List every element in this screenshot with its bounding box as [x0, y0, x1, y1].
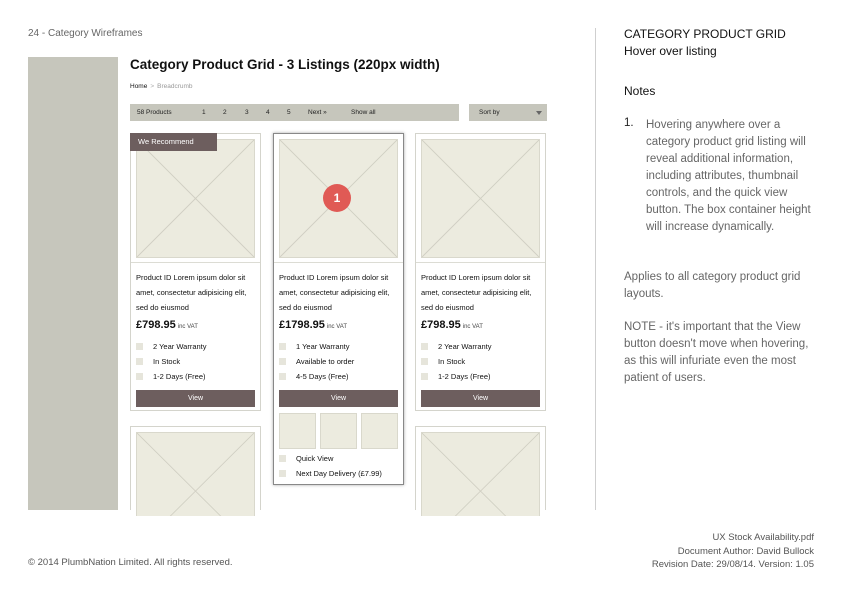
document-info: [652, 531, 814, 572]
sort-by-select[interactable]: [469, 104, 547, 121]
page-link-2[interactable]: 2: [223, 109, 227, 116]
feature-text: 4-5 Days (Free): [296, 372, 349, 381]
notes-subheading: Hover over listing: [624, 44, 717, 58]
show-all-link[interactable]: Show all: [351, 109, 376, 116]
product-image-placeholder[interactable]: [421, 432, 540, 516]
page-link-1[interactable]: 1: [202, 109, 206, 116]
revision-info: Revision Date: 29/08/14. Version: 1.05: [651, 559, 814, 570]
bullet-square-icon: [279, 358, 286, 365]
breadcrumb-current: Breadcrumb: [157, 83, 193, 90]
feature-row: [279, 372, 349, 381]
bullet-square-icon: [279, 373, 286, 380]
breadcrumb: [130, 83, 193, 90]
bullet-square-icon: [136, 343, 143, 350]
product-image-placeholder[interactable]: [421, 139, 540, 258]
view-button[interactable]: View: [421, 390, 540, 407]
document-filename: UX Stock Availability.pdf: [712, 532, 814, 543]
we-recommend-badge: We Recommend: [130, 133, 217, 151]
view-button[interactable]: View: [279, 390, 398, 407]
note-text: Hovering anywhere over a category product grid listing will reveal additional information, including attributes, thumbnail controls, and the quick view button. The box container height will increase dynamically.: [646, 119, 811, 233]
page-link-5[interactable]: 5: [287, 109, 291, 116]
bullet-square-icon: [279, 470, 286, 477]
warning-note: NOTE - it's important that the View button doesn't move when hovering, as this will infuriate even the most patient of users.: [624, 321, 809, 384]
column-divider: [595, 28, 596, 510]
feature-text: Quick View: [296, 454, 334, 463]
copyright: © 2014 PlumbNation Limited. All rights reserved.: [28, 557, 233, 568]
breadcrumb-separator: >: [150, 83, 155, 90]
bullet-square-icon: [279, 455, 286, 462]
applies-note: Applies to all category product grid layouts.: [624, 271, 801, 300]
feature-text: Next Day Delivery (£7.99): [296, 469, 382, 478]
card-divider: [274, 262, 403, 263]
bullet-square-icon: [421, 343, 428, 350]
product-price: [421, 319, 483, 331]
feature-row: [421, 357, 465, 366]
page-header-label: 24 - Category Wireframes: [28, 28, 143, 39]
wireframe-title: Category Product Grid - 3 Listings (220px width): [130, 57, 440, 72]
feature-text: Available to order: [296, 357, 355, 366]
thumbnail-3[interactable]: [361, 413, 398, 449]
product-card-3[interactable]: [415, 133, 546, 411]
image-placeholder-icon: [422, 433, 539, 516]
feature-text: 2 Year Warranty: [438, 342, 492, 351]
card-divider: [131, 262, 260, 263]
bullet-square-icon: [421, 358, 428, 365]
price-value: £798.95: [421, 319, 461, 331]
product-price: [136, 319, 198, 331]
image-placeholder-icon: [137, 140, 254, 257]
feature-row: [136, 342, 207, 351]
feature-text: 2 Year Warranty: [153, 342, 207, 351]
quick-view-link[interactable]: [279, 454, 333, 463]
feature-row: [421, 342, 492, 351]
next-page-link[interactable]: Next »: [308, 109, 327, 116]
feature-text: 1-2 Days (Free): [153, 372, 206, 381]
bullet-square-icon: [279, 343, 286, 350]
notes-heading: CATEGORY PRODUCT GRID: [624, 27, 786, 41]
product-price: [279, 319, 347, 331]
chevron-down-icon: [536, 111, 542, 115]
vat-label: inc VAT: [177, 324, 198, 330]
page-link-4[interactable]: 4: [266, 109, 270, 116]
delivery-option: [279, 469, 382, 478]
pagination-bar: [130, 104, 459, 121]
feature-text: In Stock: [153, 357, 181, 366]
feature-row: [136, 372, 206, 381]
price-value: £798.95: [136, 319, 176, 331]
vat-label: inc VAT: [462, 324, 483, 330]
sort-by-label: Sort by: [479, 109, 500, 116]
page-link-3[interactable]: 3: [245, 109, 249, 116]
product-description[interactable]: Product ID Lorem ipsum dolor sit amet, consectetur adipisicing elit, sed do eiusmod: [421, 273, 532, 312]
product-card-row2-3[interactable]: [415, 426, 546, 510]
product-image-placeholder[interactable]: [136, 139, 255, 258]
price-value: £1798.95: [279, 319, 325, 331]
product-count: 58 Products: [137, 109, 172, 116]
annotation-marker: 1: [323, 184, 351, 212]
bullet-square-icon: [421, 373, 428, 380]
feature-row: [136, 357, 180, 366]
feature-text: 1 Year Warranty: [296, 342, 350, 351]
bullet-square-icon: [136, 358, 143, 365]
product-description[interactable]: Product ID Lorem ipsum dolor sit amet, consectetur adipisicing elit, sed do eiusmod: [279, 273, 390, 312]
bullet-square-icon: [136, 373, 143, 380]
feature-text: In Stock: [438, 357, 466, 366]
note-number: 1.: [624, 117, 634, 129]
feature-text: 1-2 Days (Free): [438, 372, 491, 381]
document-author: Document Author: David Bullock: [677, 545, 814, 557]
feature-row: [279, 342, 350, 351]
thumbnail-1[interactable]: [279, 413, 316, 449]
notes-label: Notes: [624, 84, 656, 98]
view-button[interactable]: View: [136, 390, 255, 407]
thumbnail-2[interactable]: [320, 413, 357, 449]
sidebar-placeholder: [28, 57, 118, 510]
product-card-row2-1[interactable]: [130, 426, 261, 510]
vat-label: inc VAT: [326, 324, 348, 330]
feature-row: [279, 357, 354, 366]
product-image-placeholder[interactable]: [136, 432, 255, 516]
product-description[interactable]: Product ID Lorem ipsum dolor sit amet, consectetur adipisicing elit, sed do eiusmod: [136, 273, 247, 312]
image-placeholder-icon: [422, 140, 539, 257]
product-card-1[interactable]: [130, 133, 261, 411]
card-divider: [416, 262, 545, 263]
feature-row: [421, 372, 491, 381]
image-placeholder-icon: [137, 433, 254, 516]
breadcrumb-home-link[interactable]: Home: [130, 83, 148, 90]
